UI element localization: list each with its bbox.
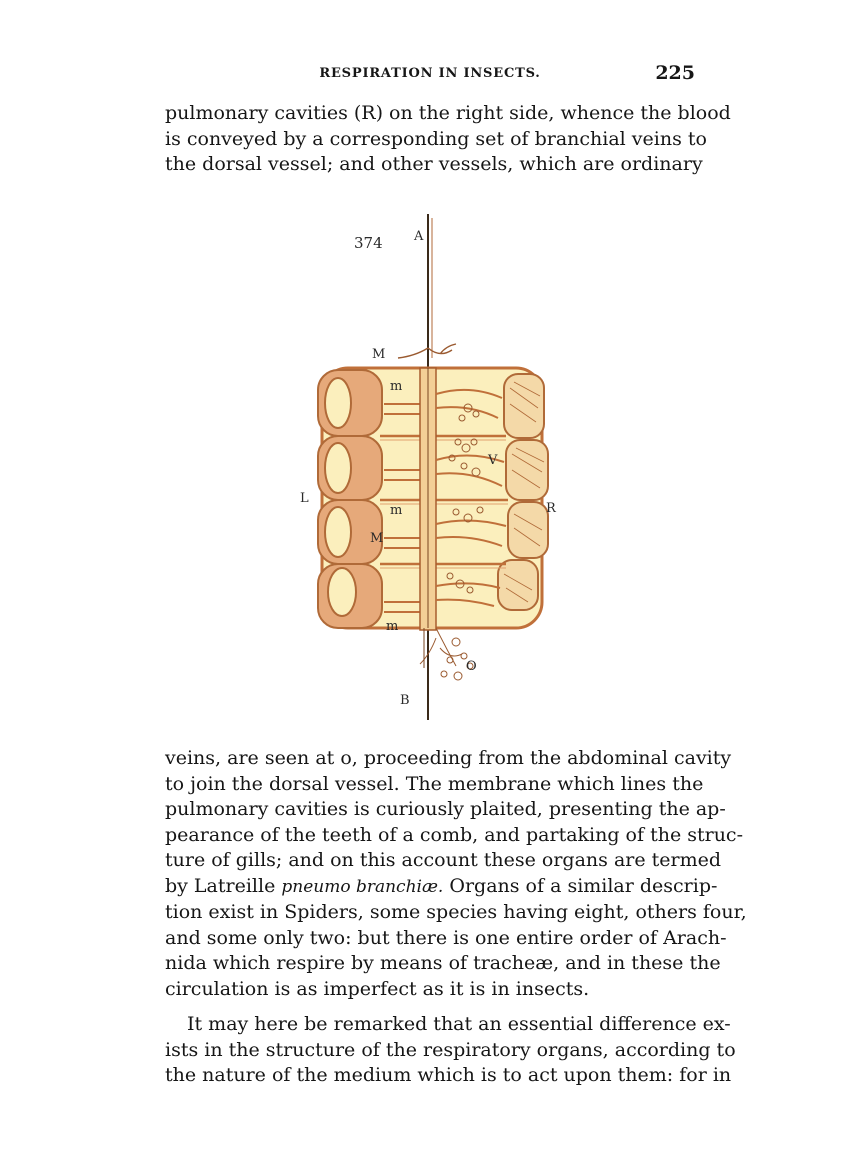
italic-term: pneumo branchiæ. — [281, 876, 444, 897]
text-line: ists in the structure of the respiratory organs, according to — [165, 1038, 736, 1061]
page-number: 225 — [655, 62, 695, 84]
text-line: the nature of the medium which is to act upon them: for in — [165, 1064, 732, 1086]
label-m-upper: M — [372, 347, 386, 362]
label-b: B — [400, 693, 410, 708]
text-fragment: Organs of a similar descrip- — [443, 874, 718, 897]
label-m-mid: M — [370, 531, 384, 546]
body-outline — [318, 368, 548, 630]
text-fragment: by Latreille — [165, 874, 282, 897]
text-line: nida which respire by means of tracheæ, and in these the — [165, 952, 721, 974]
text-line: and some only two: but there is one entire order of Arach- — [165, 926, 727, 949]
figure-374 — [280, 208, 600, 728]
running-title: RESPIRATION IN INSECTS. — [319, 66, 541, 81]
paragraph-main — [165, 746, 747, 1002]
label-v: V — [488, 453, 498, 468]
text-line: pearance of the teeth of a comb, and partaking of the struc- — [165, 823, 743, 846]
text-line: to join the dorsal vessel. The membrane which lines the — [165, 772, 704, 795]
figure-number: 374 — [354, 234, 383, 252]
text-line: pulmonary cavities is curiously plaited, presenting the ap- — [165, 798, 726, 820]
paragraph-second — [165, 1012, 736, 1089]
label-m-small-upper: m — [390, 379, 403, 394]
text-line-italic-term — [165, 874, 718, 901]
paragraph-top — [165, 101, 731, 178]
label-o: O — [466, 659, 477, 674]
text-line: It may here be remarked that an essential difference ex- — [187, 1013, 731, 1035]
text-line: the dorsal vessel; and other vessels, which are ordinary — [165, 153, 703, 175]
text-line: veins, are seen at o, proceeding from the abdominal cavity — [165, 747, 732, 769]
respiratory-diagram — [280, 208, 600, 728]
label-r: R — [546, 501, 556, 516]
label-a: A — [414, 229, 424, 244]
label-l: L — [300, 491, 309, 506]
text-line: circulation is as imperfect as it is in insects. — [165, 977, 590, 1000]
text-line: ture of gills; and on this account these organs are termed — [165, 849, 722, 871]
text-line: pulmonary cavities (R) on the right side, whence the blood — [165, 102, 731, 124]
label-m-small-lower: m — [386, 619, 399, 634]
text-line: tion exist in Spiders, some species having eight, others four, — [165, 901, 747, 923]
text-line: is conveyed by a corresponding set of branchial veins to — [165, 127, 707, 150]
label-m-small-mid: m — [390, 503, 403, 518]
running-head — [165, 62, 695, 88]
